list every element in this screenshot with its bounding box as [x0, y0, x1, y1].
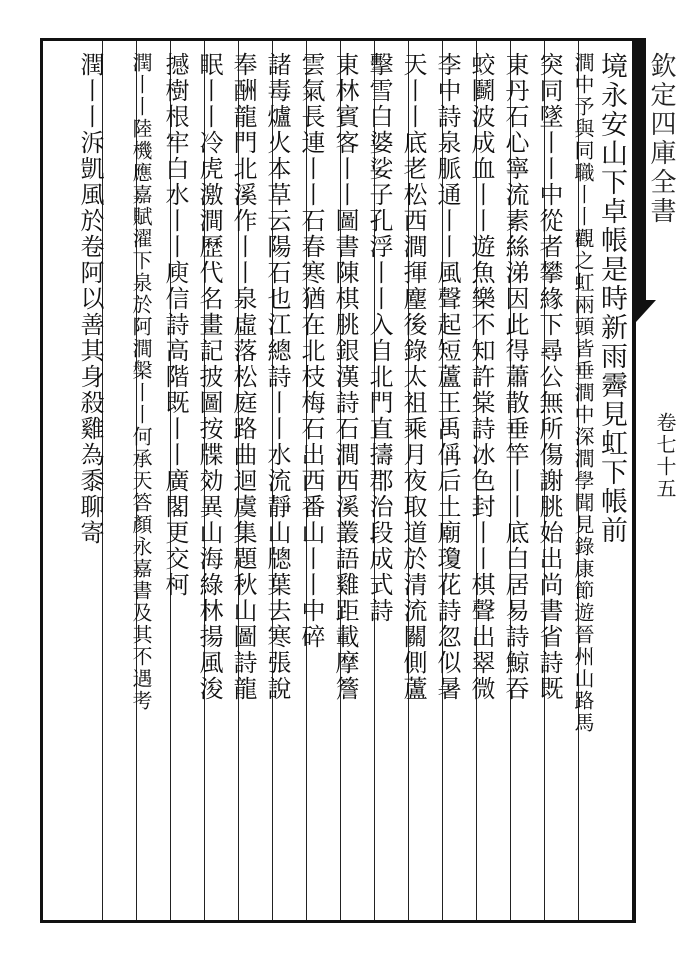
text-column-8: 擊雪白婆娑子孔浮丨丨入自北門直擣郡治段成式詩: [365, 52, 393, 624]
text-column-9: 東林賓客丨丨圖書陳棋朓銀漢詩石澗西溪叢語雞距載摩簷: [331, 52, 359, 702]
text-column-1: 境永安山下卓帳是時新雨霽見虹下帳前: [596, 52, 627, 545]
text-column-14: 撼樹根牢白水丨丨庾信詩高階既丨丨廣閣更交柯: [161, 52, 189, 598]
text-column-10: 雲氣長連丨丨石春寒猶在北枝梅石出西番山丨丨中碎: [297, 52, 325, 650]
book-title: 欽定四庫全書: [646, 52, 676, 226]
volume-label: 卷七十五: [653, 412, 677, 500]
text-column-6: 李中詩泉脈通丨丨風聲起短蘆王禹偁后土廟瓊花詩忽似暑: [433, 52, 461, 702]
text-column-4: 東丹石心寧流素絲涕因此得蕭散垂竿丨丨底白居易詩鯨吞: [501, 52, 529, 702]
text-column-12: 奉酬龍門北溪作丨丨泉虛落松庭路曲迴虞集題秋山圖詩龍: [229, 52, 257, 702]
text-column-13: 眠丨丨冷虎激澗歷代名畫記披圖按牒効異山海綠林揚風浚: [195, 52, 223, 702]
text-column-5: 蛟鬬波成血丨丨遊魚樂不知許棠詩冰色封丨丨棋聲出翠微: [467, 52, 495, 702]
text-column-15: 潤丨丨陸機應嘉賦濯下泉於阿澗槃丨丨何承天答顏永嘉書及其不遇考: [129, 52, 153, 712]
text-column-3: 突同墜丨丨中從者攀緣下尋公無所傷謝朓始出尚書省詩既: [535, 52, 563, 702]
text-column-2: 澗中予與同職丨丨觀之虹兩頭皆垂澗中深澗學聞見錄康節遊晉州山路馬: [571, 52, 595, 734]
text-column-16: 潤丨丨泝凱風於卷阿以善其身殺雞為黍聊寄: [76, 52, 104, 546]
fish-tail-notch: [636, 300, 656, 322]
text-column-7: 天丨丨底老松西澗揮麈後錄太祖乘月夜取道於清流關側蘆: [399, 52, 427, 702]
text-column-11: 諸毒爐火本草云陽石也江總詩丨丨水流靜山牕葉去寒張說: [263, 52, 291, 702]
